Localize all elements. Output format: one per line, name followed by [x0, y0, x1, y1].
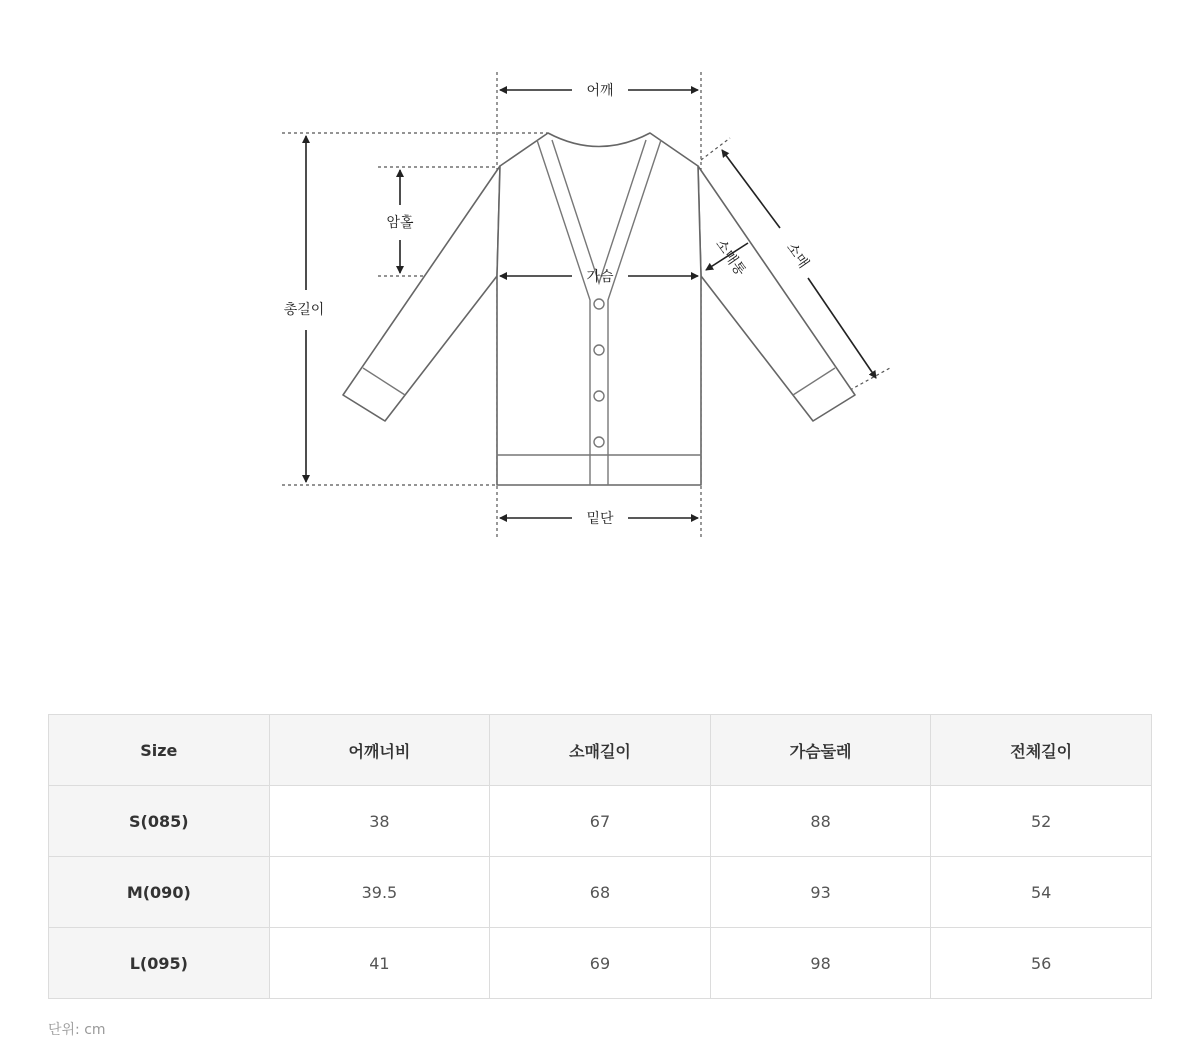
table-cell: 38: [269, 786, 490, 857]
label-chest: 가슴: [586, 269, 614, 285]
table-cell: 54: [931, 857, 1152, 928]
table-cell: 67: [490, 786, 711, 857]
table-cell: 88: [710, 786, 931, 857]
header-sleeve-length: 소매길이: [490, 715, 711, 786]
header-size: Size: [49, 715, 270, 786]
unit-note: 단위: cm: [48, 1022, 106, 1038]
table-cell: 69: [490, 928, 711, 999]
label-hem: 밑단: [586, 511, 614, 527]
table-header-row: [49, 715, 1152, 786]
table-cell: 93: [710, 857, 931, 928]
label-sleeve-width: 소매통: [712, 236, 749, 279]
label-armhole: 암홀: [386, 215, 414, 231]
label-sleeve: 소매: [782, 240, 812, 272]
header-total-length: 전체길이: [931, 715, 1152, 786]
table-cell: 39.5: [269, 857, 490, 928]
cardigan-icon: [343, 133, 855, 485]
table-cell: 41: [269, 928, 490, 999]
label-total-length: 총길이: [283, 302, 325, 318]
size-label: L(095): [49, 928, 270, 999]
table-cell: 52: [931, 786, 1152, 857]
size-label: S(085): [49, 786, 270, 857]
label-shoulder: 어깨: [586, 83, 614, 99]
table-row: [49, 928, 1152, 999]
header-shoulder-width: 어깨너비: [269, 715, 490, 786]
table-cell: 98: [710, 928, 931, 999]
table-row: [49, 857, 1152, 928]
size-table: [48, 714, 1152, 999]
table-cell: 68: [490, 857, 711, 928]
table-cell: 56: [931, 928, 1152, 999]
table-row: [49, 786, 1152, 857]
size-label: M(090): [49, 857, 270, 928]
header-chest: 가슴둘레: [710, 715, 931, 786]
